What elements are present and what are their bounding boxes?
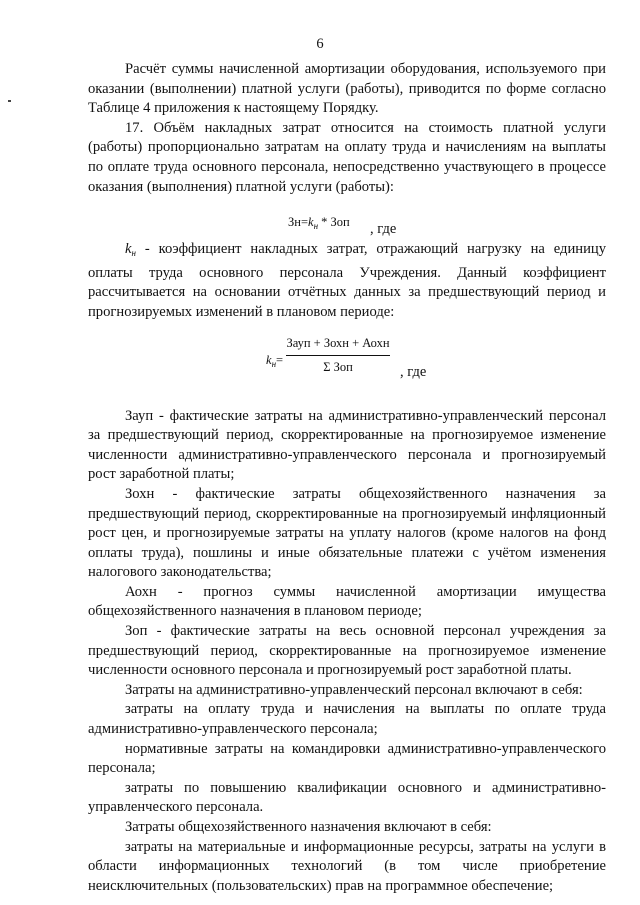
- formula2-fraction: [284, 334, 392, 378]
- paragraph-ohn-includes: Затраты общехозяйственного назначения включают в себя:: [125, 819, 492, 835]
- paragraph-overhead: 17. Объём накладных затрат относится на стоимость платной услуги (работы) пропорционально затратам на оплату труда и начислениям на выплаты по оплате труда основного персонала, непосредственно участвующего в процессе оказания (выполнения) платной услуги (работы):: [88, 119, 606, 195]
- formula-op: *: [321, 215, 328, 230]
- margin-mark: [8, 100, 11, 102]
- formula-lhs: Зн: [288, 215, 301, 230]
- formula-overhead-expression: [288, 213, 350, 237]
- formula-eq: =: [300, 215, 309, 230]
- paragraph-k-definition: [88, 240, 606, 322]
- formula-overhead: [88, 197, 606, 240]
- formula2-eq: =: [276, 352, 284, 367]
- formula2-denominator: Σ Зоп: [323, 360, 353, 375]
- page-number: 6: [316, 36, 324, 52]
- paragraph-amortization: Расчёт суммы начисленной амортизации оборудования, используемого при оказании (выполнении) платной услуги (работы), приводится по форме согласно Таблице 4 приложения к настоящему Порядку.: [88, 61, 606, 117]
- paragraph-ohn-item-1: затраты на материальные и информационные ресурсы, затраты на услуги в области информационных технологий (в том числе приобретение неисключительных (пользовательских) прав на программное обеспечение;: [88, 838, 606, 894]
- paragraph-aohn: Аохн - прогноз суммы начисленной амортизации имущества общехозяйственного назначения в плановом периоде;: [88, 583, 606, 620]
- page-content: [88, 60, 606, 896]
- paragraph-aup-item-2: нормативные затраты на командировки административно-управленческого персонала;: [88, 740, 606, 777]
- paragraph-aup-includes: Затраты на административно-управленческий персонал включают в себя:: [125, 681, 583, 698]
- formula-k-sub: н: [313, 221, 319, 232]
- formula-where: , где: [370, 221, 397, 238]
- paragraph-aup-item-3: затраты по повышению квалификации основного и административно-управленческого персонала.: [88, 779, 606, 816]
- kdef-k-sub: н: [131, 248, 136, 259]
- paragraph-zohn: Зохн - фактические затраты общехозяйственного назначения за предшествующий период, скорректированные на прогнозируемый инфляционный рост цен, и прогнозируемые затраты на уплату налогов (кроме налогов на фонд оплаты труда), пошлины и иные обязательные платежи с учётом изменения налогового законодательства;: [88, 485, 606, 581]
- kdef-text: - коэффициент накладных затрат, отражающий нагрузку на единицу оплаты труда основного персонала Учреждения. Данный коэффициент рассчитывается на основании отчётных данных за предшествующий период и прогнозируемых изменений в плановом периоде:: [88, 241, 606, 320]
- formula2-k-sub: н: [271, 358, 277, 369]
- paragraph-zaup-line2: за предшествующий период, скорректированные на прогнозируемое изменение численности административно-управленческого персонала и прогнозируемый рост заработной платы;: [88, 427, 606, 483]
- formula2-numerator: Зауп + Зохн + Аохн: [286, 335, 390, 350]
- paragraph-zaup-line1: Зауп - фактические затраты на административно-управленческий персонал: [125, 407, 606, 424]
- formula2-k-group: [266, 351, 283, 375]
- formula-coefficient: [88, 323, 606, 407]
- formula-rhs: Зоп: [330, 215, 350, 230]
- formula2-where: , где: [400, 363, 427, 380]
- formula-k: k: [308, 215, 314, 230]
- paragraph-zop: Зоп - фактические затраты на весь основной персонал учреждения за предшествующий период, скорректированные на прогнозируемое изменение численности основного персонала и прогнозируемый рост заработной платы.: [88, 623, 606, 679]
- formula2-k: k: [266, 352, 272, 367]
- kdef-k: k: [125, 241, 132, 258]
- paragraph-aup-item-1: затраты на оплату труда и начисления на выплаты по оплате труда административно-управленческого персонала;: [88, 701, 606, 738]
